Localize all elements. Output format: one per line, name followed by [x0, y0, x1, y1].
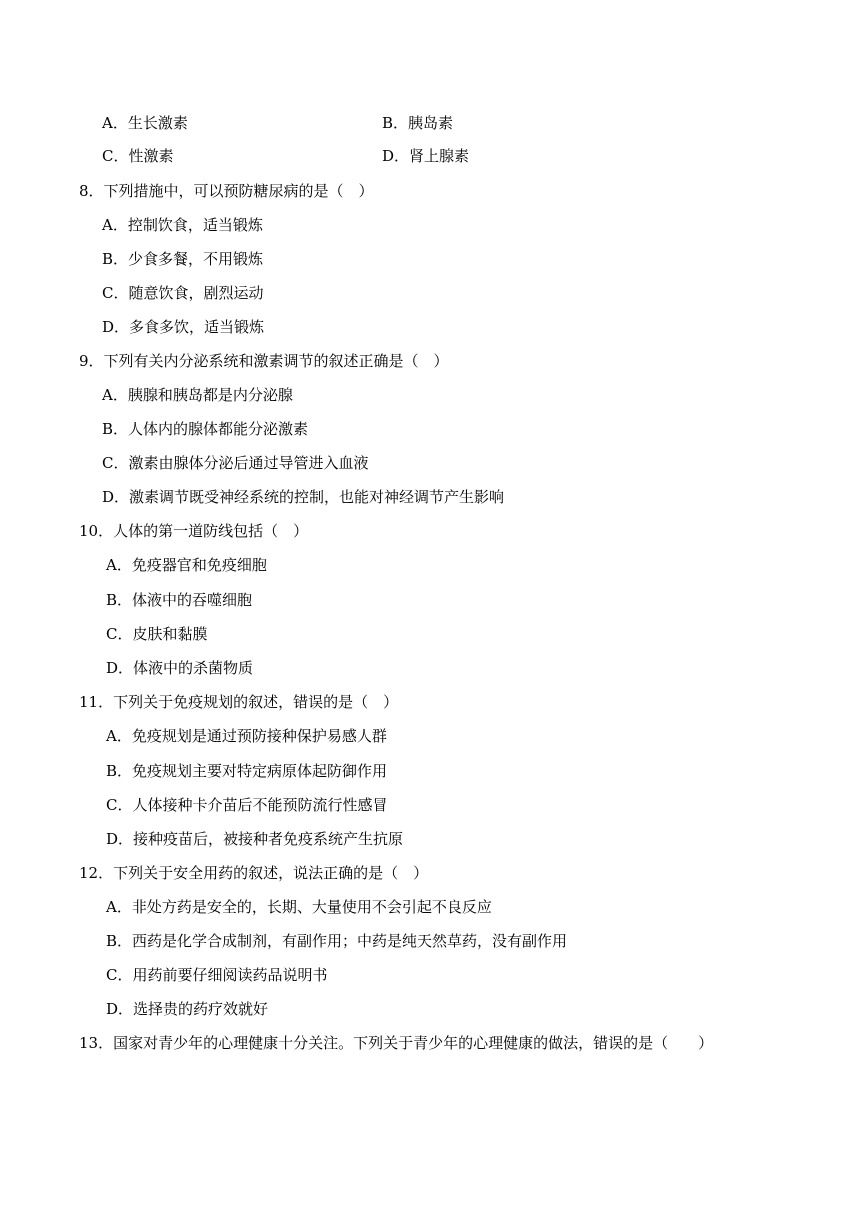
q9-option-c: C．激素由腺体分泌后通过导管进入血液 [102, 454, 369, 472]
q9-option-b: B．人体内的腺体都能分泌激素 [102, 420, 309, 438]
q11-option-d: D．接种疫苗后，被接种者免疫系统产生抗原 [106, 830, 404, 848]
q12-option-d: D．选择贵的药疗效就好 [106, 1000, 269, 1018]
q8-option-a: A．控制饮食，适当锻炼 [102, 216, 263, 234]
q11-stem: 11．下列关于免疫规划的叙述，错误的是（ ） [79, 693, 399, 711]
q13-stem: 13．国家对青少年的心理健康十分关注。下列关于青少年的心理健康的做法，错误的是（ ） [79, 1034, 714, 1052]
q8-stem: 8．下列措施中，可以预防糖尿病的是（ ） [79, 182, 374, 200]
q10-option-b: B．体液中的吞噬细胞 [106, 591, 253, 609]
q9-option-a: A．胰腺和胰岛都是内分泌腺 [102, 386, 293, 404]
q12-option-c: C．用药前要仔细阅读药品说明书 [106, 966, 328, 984]
q8-option-c: C．随意饮食，剧烈运动 [102, 284, 264, 302]
q9-stem: 9．下列有关内分泌系统和激素调节的叙述正确是（ ） [79, 352, 449, 370]
q8-option-d: D．多食多饮，适当锻炼 [102, 318, 265, 336]
q10-option-c: C．皮肤和黏膜 [106, 625, 208, 643]
q11-option-a: A．免疫规划是通过预防接种保护易感人群 [106, 727, 387, 745]
q11-option-b: B．免疫规划主要对特定病原体起防御作用 [106, 762, 388, 780]
q10-option-d: D．体液中的杀菌物质 [106, 659, 254, 677]
q8-option-b: B．少食多餐，不用锻炼 [102, 250, 264, 268]
q10-option-a: A．免疫器官和免疫细胞 [106, 556, 267, 574]
q10-stem: 10．人体的第一道防线包括（ ） [79, 522, 309, 540]
q12-option-a: A．非处方药是安全的，长期、大量使用不会引起不良反应 [106, 898, 492, 916]
q11-option-c: C．人体接种卡介苗后不能预防流行性感冒 [106, 796, 388, 814]
q7-option-b: B．胰岛素 [382, 114, 454, 132]
q12-option-b: B．西药是化学合成制剂，有副作用；中药是纯天然草药，没有副作用 [106, 932, 568, 950]
q7-option-c: C．性激素 [102, 147, 174, 165]
q7-option-d: D．肾上腺素 [382, 147, 470, 165]
q9-option-d: D．激素调节既受神经系统的控制，也能对神经调节产生影响 [102, 488, 505, 506]
q12-stem: 12．下列关于安全用药的叙述，说法正确的是（ ） [79, 864, 429, 882]
q7-option-a: A．生长激素 [102, 114, 188, 132]
